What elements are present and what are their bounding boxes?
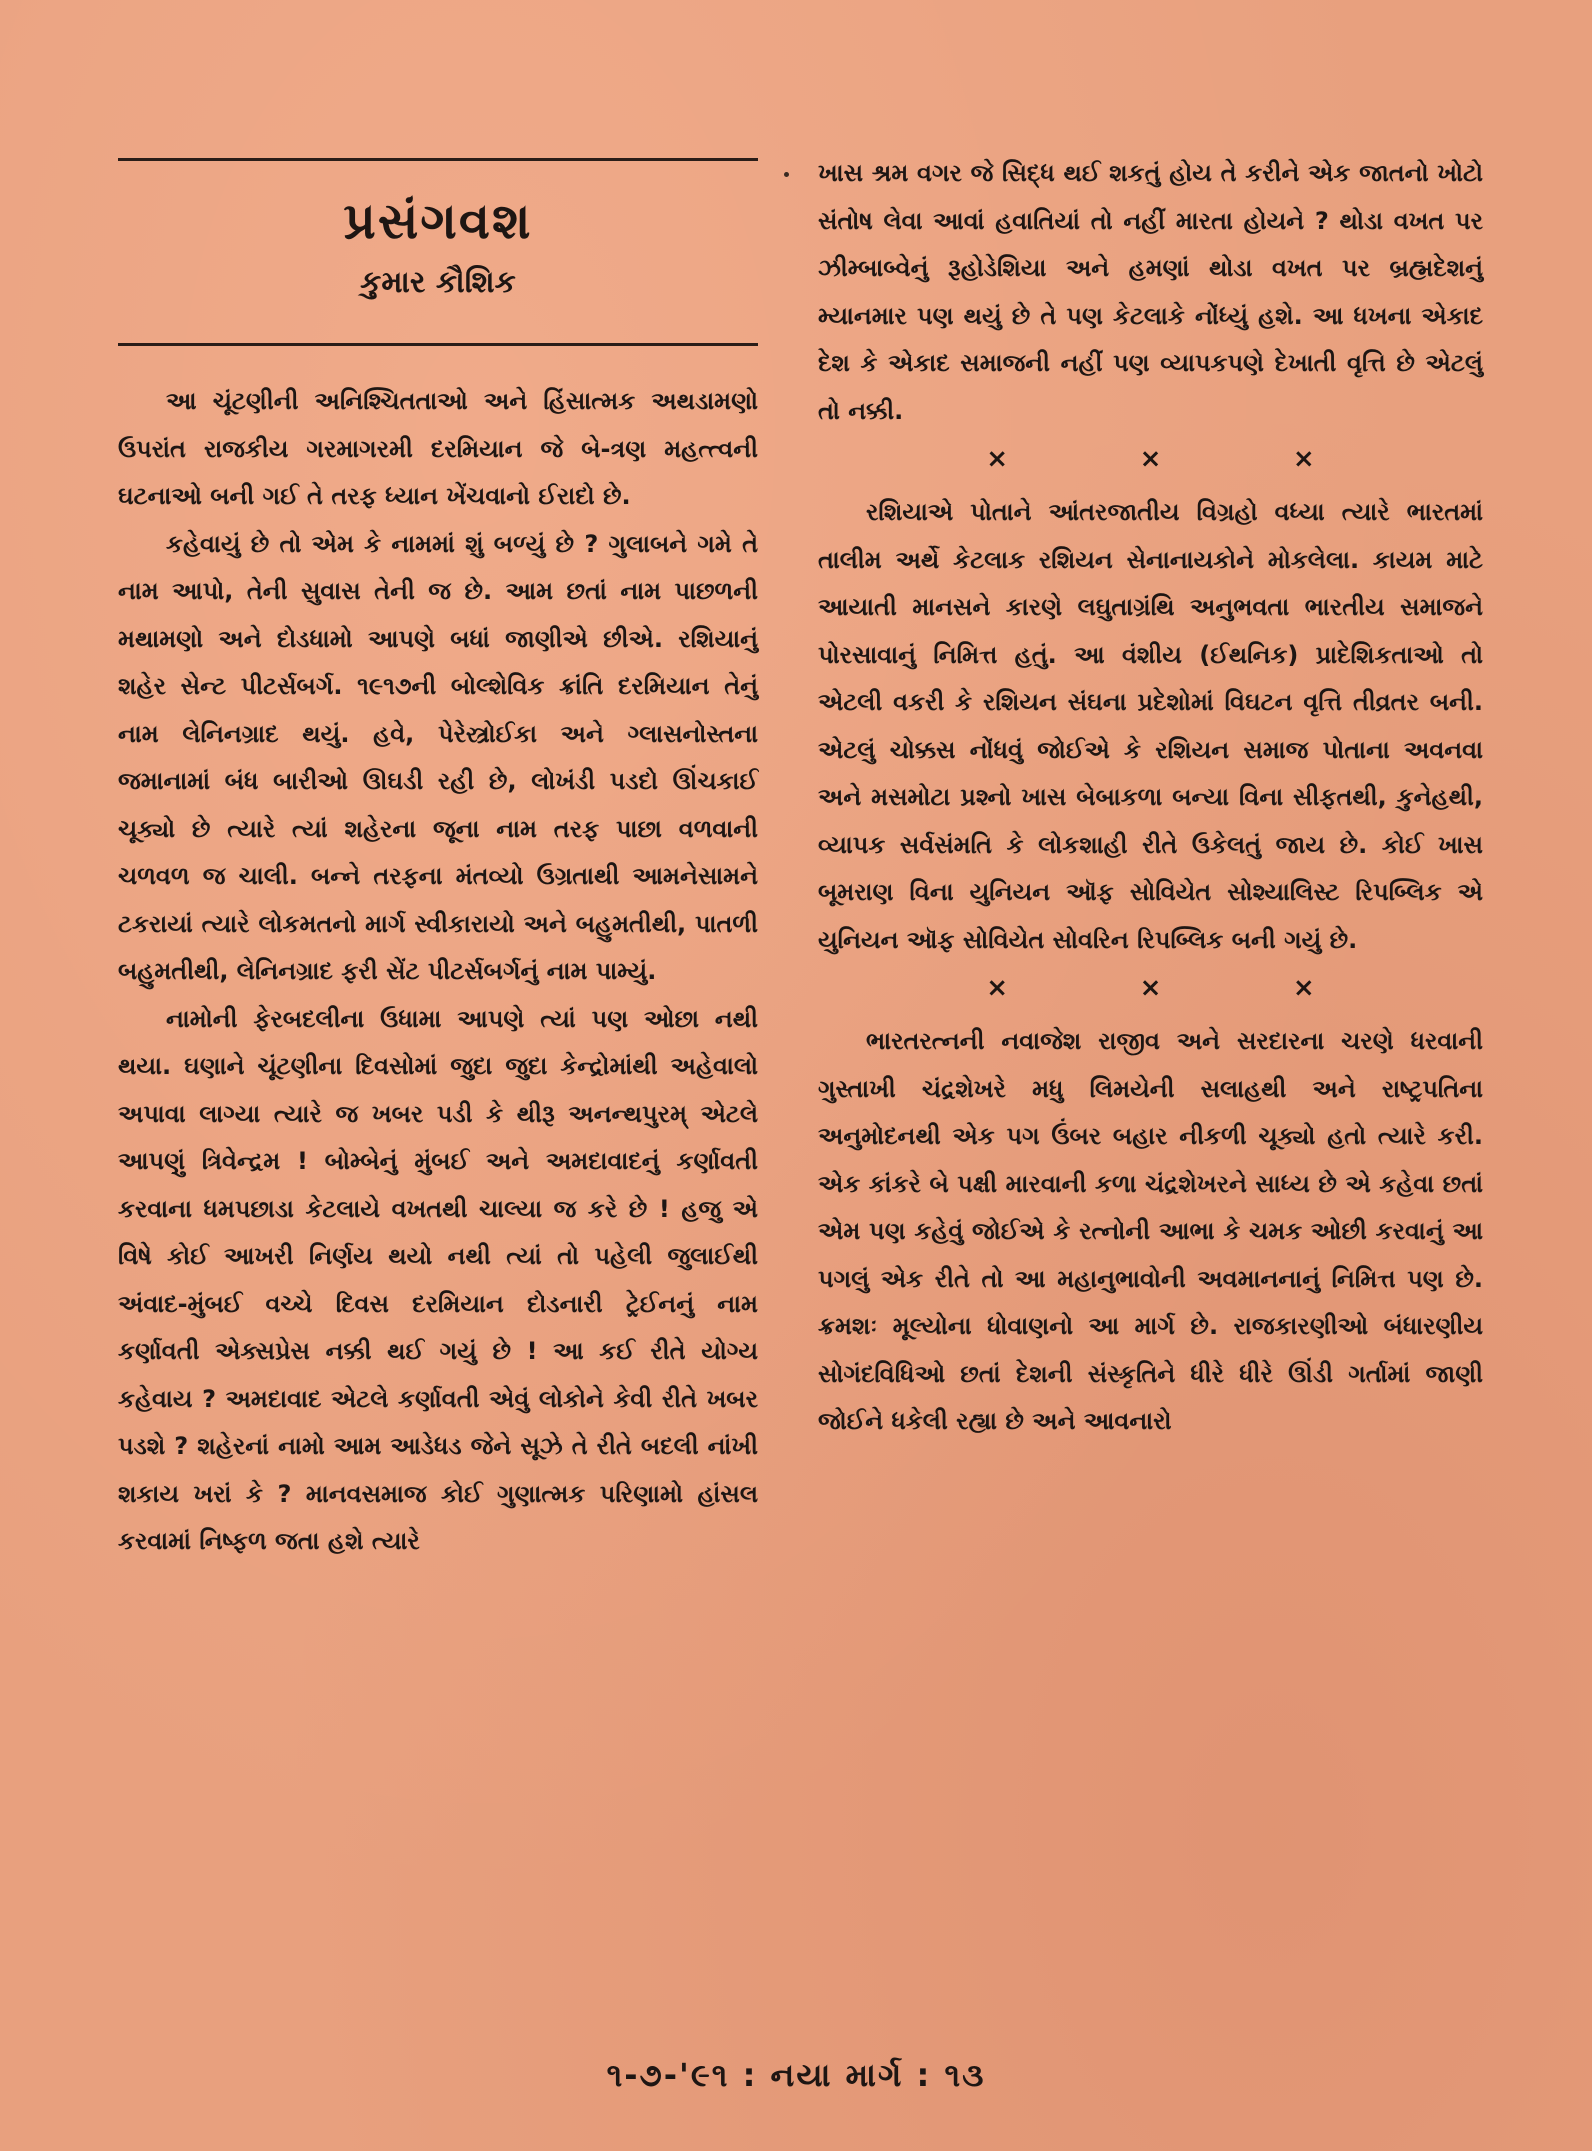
- paragraph: કહેવાયું છે તો એમ કે નામમાં શું બળ્યું છે ? ગુલાબને ગમે તે નામ આપો, તેની સુવાસ તેની જ છે. આમ છતાં નામ પાછળની મથામણો અને દોડધામો આપણે બધાં જાણીએ છીએ. રશિયાનું શહેર સેન્ટ પીટર્સબર્ગ. ૧૯૧૭ની બોલ્શેવિક ક્રાંતિ દરમિયાન તેનું નામ લેનિનગ્રાદ થયું. હવે, પેરેસ્ત્રોઈકા અને ગ્લાસનોસ્તના જમાનામાં બંધ બારીઓ ઊઘડી રહી છે, લોખંડી પડદો ઊંચકાઈ ચૂક્યો છે ત્યારે ત્યાં શહેરના જૂના નામ તરફ પાછા વળવાની ચળવળ જ ચાલી. બન્ને તરફના મંતવ્યો ઉગ્રતાથી આમનેસામને ટકરાયાં ત્યારે લોકમતનો માર્ગ સ્વીકારાયો અને બહુમતીથી, પાતળી બહુમતીથી, લેનિનગ્રાદ ફરી સેંટ પીટર્સબર્ગનું નામ પામ્યું.: [118, 529, 758, 985]
- paragraph: આ ચૂંટણીની અનિશ્ચિતતાઓ અને હિંસાત્મક અથડામણો ઉપરાંત રાજકીય ગરમાગરમી દરમિયાન જે બે-ત્રણ મહત્ત્વની ઘટનાઓ બની ગઈ તે તરફ ધ્યાન ખેંચવાનો ઈરાદો છે.: [118, 387, 758, 510]
- section-separator: [921, 966, 1381, 1010]
- article-title: પ્રસંગવશ: [343, 191, 533, 250]
- separator-mark: ×: [1139, 973, 1162, 1003]
- paragraph: નામોની ફેરબદલીના ઉધામા આપણે ત્યાં પણ ઓછા નથી થયા. ઘણાને ચૂંટણીના દિવસોમાં જુદા જુદા કેન્દ્રોમાંથી અહેવાલો અપાવા લાગ્યા ત્યારે જ ખબર પડી કે થીરૂ અનન્થપુરમ્ એટલે આપણું ત્રિવેન્દ્રમ ! બોમ્બેનું મુંબઈ અને અમદાવાદનું કર્ણાવતી કરવાના ધમપછાડા કેટલાયે વખતથી ચાલ્યા જ કરે છે ! હજુ એ વિષે કોઈ આખરી નિર્ણય થયો નથી ત્યાં તો પહેલી જુલાઈથી અંવાદ-મુંબઈ વચ્ચે દિવસ દરમિયાન દોડનારી ટ્રેઈનનું નામ કર્ણાવતી એક્સપ્રેસ નક્કી થઈ ગયું છે ! આ કઈ રીતે યોગ્ય કહેવાય ? અમદાવાદ એટલે કર્ણાવતી એવું લોકોને કેવી રીતે ખબર પડશે ? શહેરનાં નામો આમ આડેધડ જેને સૂઝે તે રીતે બદલી નાંખી શકાય ખરાં કે ? માનવસમાજ કોઈ ગુણાત્મક પરિણામો હાંસલ કરવામાં નિષ્ફળ જતા હશે ત્યારે: [118, 1004, 758, 1555]
- paragraph: રશિયાએ પોતાને આંતરજાતીય વિગ્રહો વધ્યા ત્યારે ભારતમાં તાલીમ અર્થે કેટલાક રશિયન સેનાનાયકોને મોકલેલા. કાયમ માટે આયાતી માનસને કારણે લઘુતાગ્રંથિ અનુભવતા ભારતીય સમાજને પોરસાવાનું નિમિત્ત હતું. આ વંશીય (ઈથનિક) પ્રાદેશિકતાઓ તો એટલી વકરી કે રશિયન સંઘના પ્રદેશોમાં વિઘટન વૃત્તિ તીવ્રતર બની. એટલું ચોક્કસ નોંધવું જોઈએ કે રશિયન સમાજ પોતાના અવનવા અને મસમોટા પ્રશ્નો ખાસ બેબાકળા બન્યા વિના સીફતથી, કુનેહથી, વ્યાપક સર્વસંમતિ કે લોકશાહી રીતે ઉકેલતું જાય છે. કોઈ ખાસ બૂમરાણ વિના યુનિયન ઑફ સોવિયેત સોશ્યાલિસ્ટ રિપબ્લિક એ યુનિયન ઑફ સોવિયેત સોવરિન રિપબ્લિક બની ગયું છે.: [818, 498, 1483, 954]
- separator-mark: ×: [1292, 444, 1315, 474]
- separator-mark: ×: [986, 973, 1009, 1003]
- separator-mark: ×: [986, 444, 1009, 474]
- paragraph: ભારતરત્નની નવાજેશ રાજીવ અને સરદારના ચરણે ધરવાની ગુસ્તાખી ચંદ્રશેખરે મધુ લિમયેની સલાહથી અને રાષ્ટ્રપતિના અનુમોદનથી એક પગ ઉંબર બહાર નીકળી ચૂક્યો હતો ત્યારે કરી. એક કાંકરે બે પક્ષી મારવાની કળા ચંદ્રશેખરને સાધ્ય છે એ કહેવા છતાં એમ પણ કહેવું જોઈએ કે રત્નોની આભા કે ચમક ઓછી કરવાનું આ પગલું એક રીતે તો આ મહાનુભાવોની અવમાનનાનું નિમિત્ત પણ છે. ક્રમશઃ મૂલ્યોના ધોવાણનો આ માર્ગ છે. રાજકારણીઓ બંધારણીય સોગંદવિધિઓ છતાં દેશની સંસ્કૃતિને ધીરે ધીરે ઊંડી ગર્તામાં જાણી જોઈને ધકેલી રહ્યા છે અને આવનારો: [818, 1027, 1483, 1435]
- title-rule: [118, 343, 758, 346]
- separator-mark: ×: [1139, 444, 1162, 474]
- article-author: કુમાર કૌશિક: [360, 265, 516, 300]
- page-footer: ૧-૭-'૯૧ : નયા માર્ગ : ૧૩: [606, 2056, 986, 2094]
- top-rule: [118, 158, 758, 161]
- right-column: [818, 150, 1483, 1446]
- section-separator: [921, 437, 1381, 481]
- column-marker-dot: [784, 172, 789, 177]
- left-column: [118, 150, 758, 1566]
- separator-mark: ×: [1292, 973, 1315, 1003]
- paragraph: ખાસ શ્રમ વગર જે સિદ્ધ થઈ શકતું હોય તે કરીને એક જાતનો ખોટો સંતોષ લેવા આવાં હવાતિયાં તો નહીં મારતા હોયને ? થોડા વખત પર ઝીમ્બાબ્વેનું રૂહોડેશિયા અને હમણાં થોડા વખત પર બ્રહ્મદેશનું મ્યાનમાર પણ થયું છે તે પણ કેટલાકે નોંધ્યું હશે. આ ધખના એકાદ દેશ કે એકાદ સમાજની નહીં પણ વ્યાપકપણે દેખાતી વૃત્તિ છે એટલું તો નક્કી.: [818, 159, 1483, 425]
